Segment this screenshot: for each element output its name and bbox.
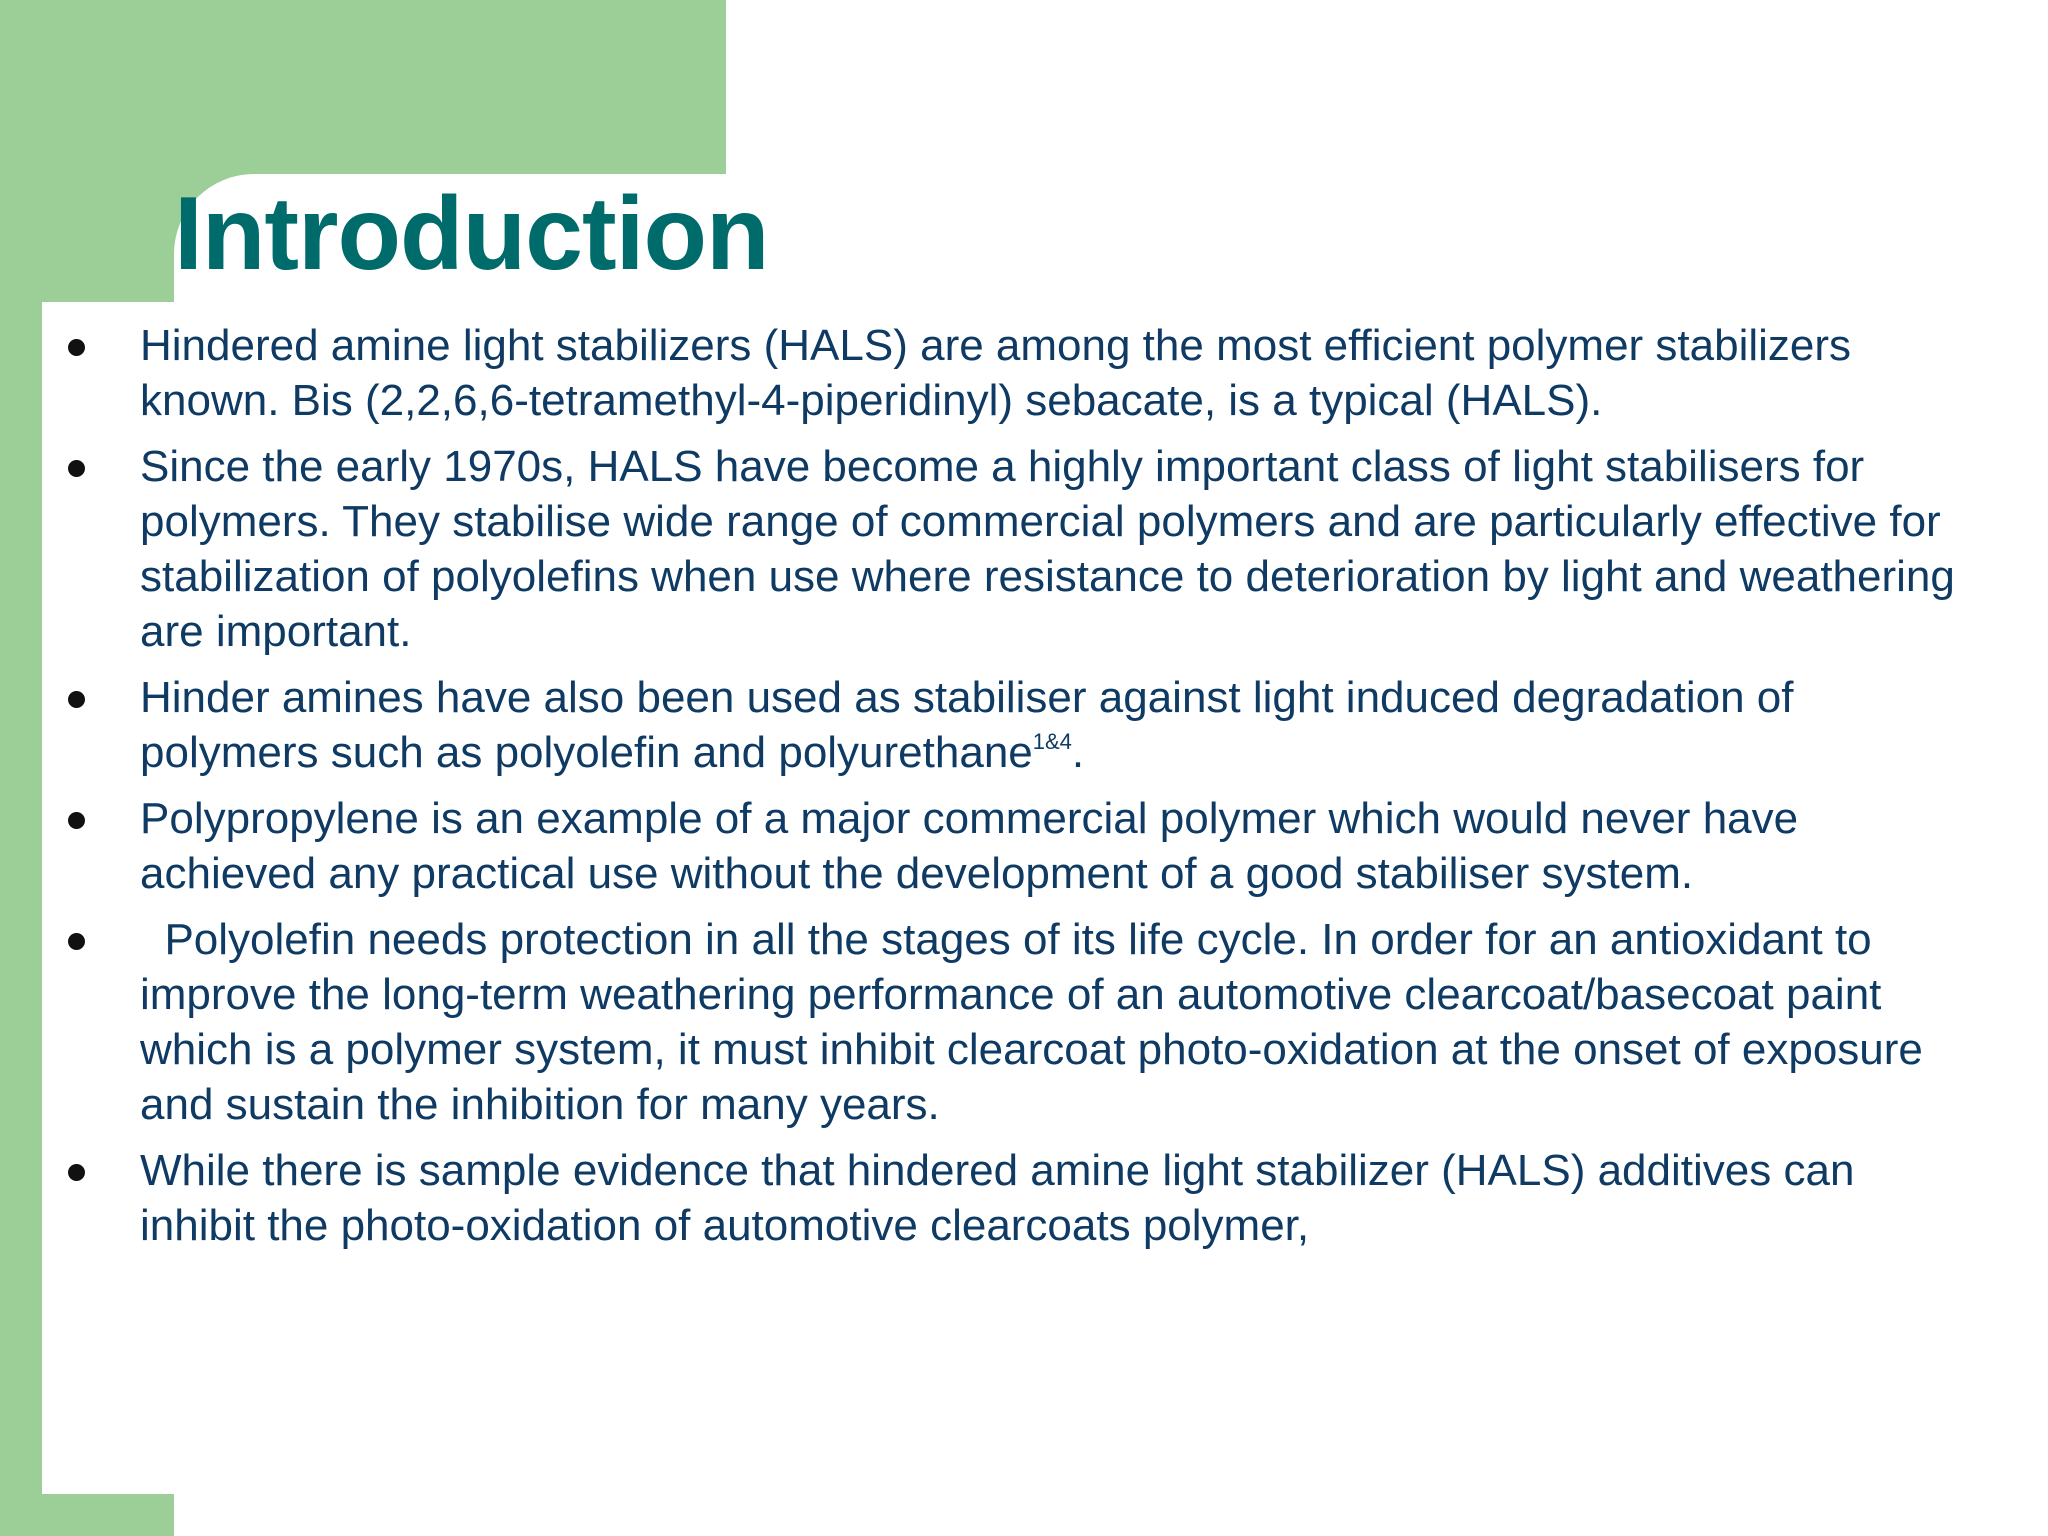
bullet-dot-icon (68, 460, 85, 477)
slide-title: Introduction (174, 176, 769, 292)
bullet-item (60, 791, 1960, 901)
bullet-item (60, 670, 1960, 780)
bullet-item (60, 318, 1960, 428)
bullet-dot-icon (68, 1164, 85, 1181)
bullet-text: Hinder amines have also been used as stabiliser against light induced degradation of polymers such as polyolefin and polyurethane (140, 673, 1794, 777)
bullet-item (60, 439, 1960, 659)
bullet-text: While there is sample evidence that hindered amine light stabilizer (HALS) additives can inhibit the photo-oxidation of automotive clearcoats polymer, (140, 1146, 1855, 1250)
bullet-text-suffix: . (1071, 728, 1085, 777)
bullet-dot-icon (68, 933, 85, 950)
bullet-item (60, 1143, 1960, 1253)
bullet-dot-icon (68, 812, 85, 829)
bullet-text: Since the early 1970s, HALS have become a highly important class of light stabilisers for polymers. They stabilise wide range of commercial polymers and are particularly effective for stabilization of polyolefins when use where resistance to deterioration by light and weathering are important. (140, 442, 1955, 656)
bullet-text: Polypropylene is an example of a major commercial polymer which would never have achieved any practical use without the development of a good stabiliser system. (140, 794, 1799, 898)
bullet-item (60, 912, 1960, 1132)
bullet-dot-icon (68, 691, 85, 708)
bullet-text: Polyolefin needs protection in all the stages of its life cycle. In order for an antioxidant to improve the long-term weathering performance of an automotive clearcoat/basecoat paint which is a polymer system, it must inhibit clearcoat photo-oxidation at the onset of exposure and sustain the inhibition for many years. (140, 915, 1923, 1129)
bullet-list (60, 318, 1960, 1264)
bullet-dot-icon (68, 339, 85, 356)
bullet-text: Hindered amine light stabilizers (HALS) are among the most efficient polymer stabilizers known. Bis (2,2,6,6-tetramethyl-4-piperidinyl) sebacate, is a typical (HALS). (140, 321, 1852, 425)
slide-number: 4 (80, 1468, 97, 1501)
citation-superscript: 1&4 (1032, 729, 1072, 754)
